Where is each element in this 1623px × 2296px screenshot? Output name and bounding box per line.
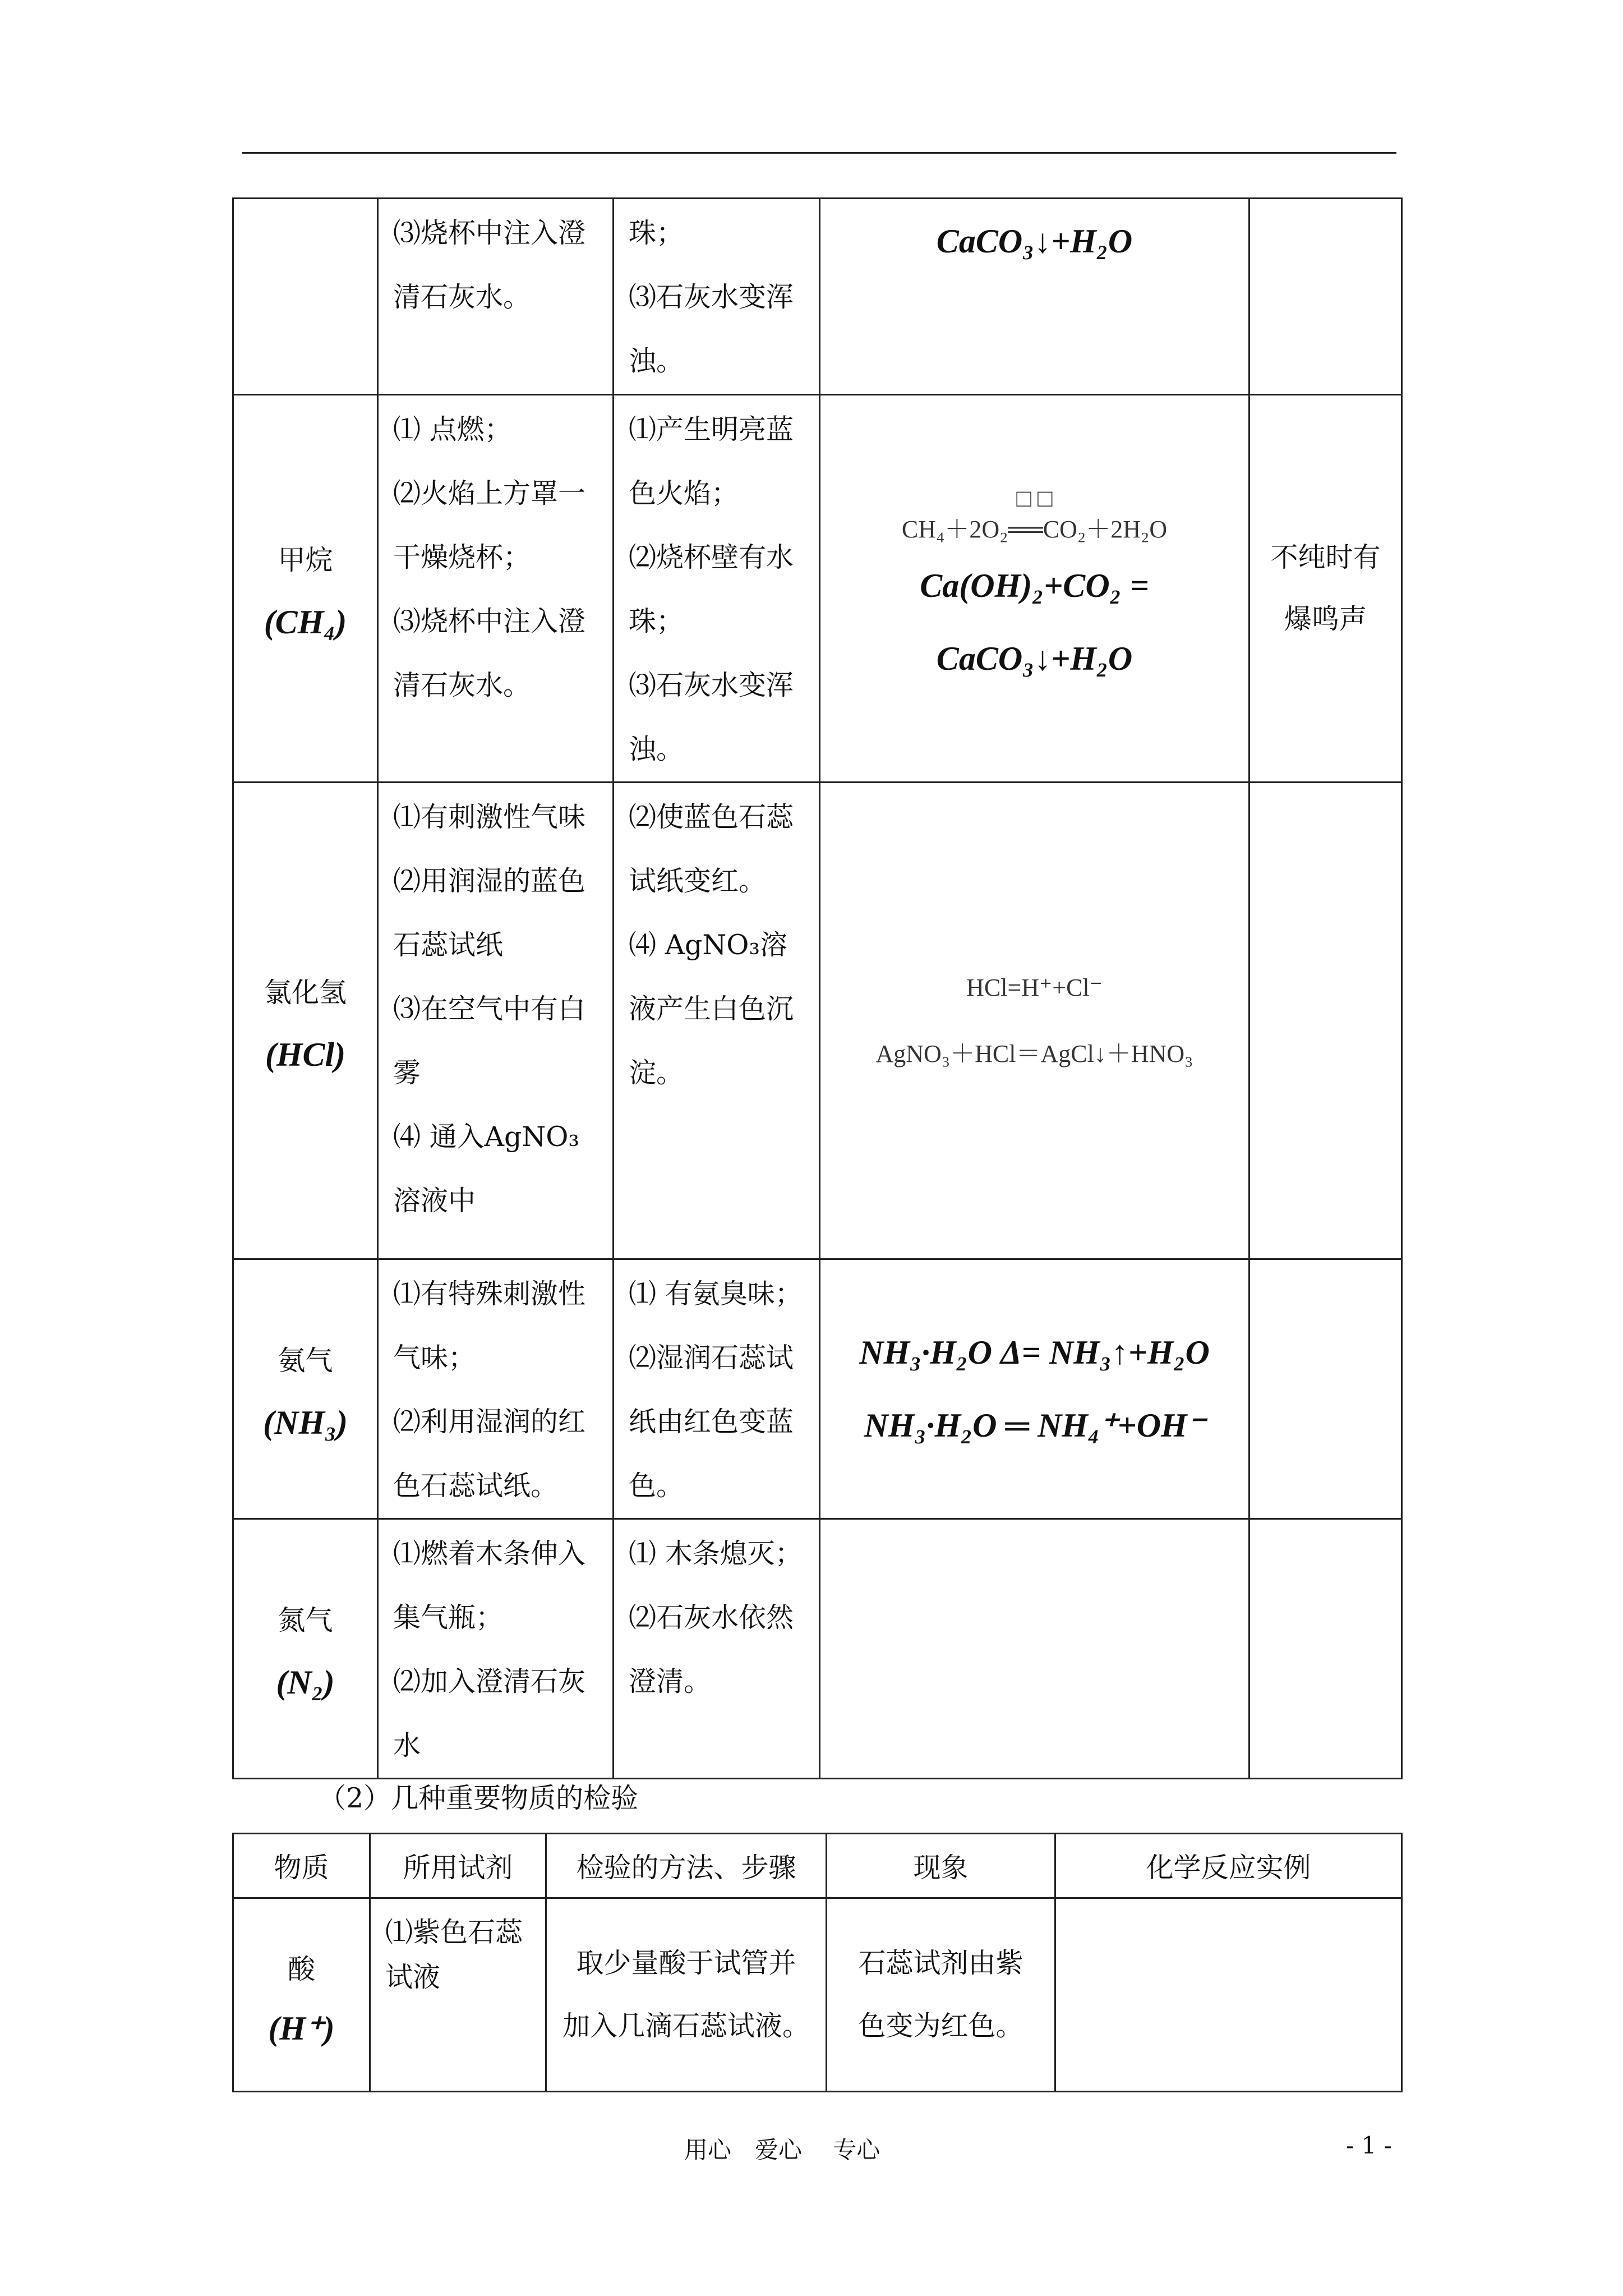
column-header: 所用试剂 bbox=[370, 1834, 546, 1898]
note-cell bbox=[1249, 199, 1402, 395]
equation-cell bbox=[820, 395, 1249, 783]
equation-line: HCl=H⁺+Cl⁻ bbox=[966, 973, 1103, 1001]
substance-formula: (HCl) bbox=[265, 1036, 346, 1073]
note-cell bbox=[1249, 1259, 1402, 1519]
substance-name: 氨气 bbox=[278, 1345, 333, 1377]
substance-name: 酸 bbox=[287, 1953, 315, 1985]
header-rule bbox=[242, 152, 1396, 154]
gas-test-table bbox=[232, 197, 1403, 1779]
equation-line: CaCO₃↓+H₂O bbox=[936, 640, 1133, 677]
substance-formula: (H⁺) bbox=[268, 2010, 335, 2047]
substance-test-table bbox=[232, 1833, 1403, 2092]
substance-cell bbox=[233, 199, 378, 395]
phenomenon-cell: 珠； ⑶石灰水变浑 浊。 bbox=[614, 199, 820, 395]
equation-line: NH₃·H₂O ═ NH₄⁺+OH⁻ bbox=[864, 1407, 1205, 1444]
phenomenon-cell: ⑴ 木条熄灭； ⑵石灰水依然 澄清。 bbox=[614, 1519, 820, 1779]
phenomenon-cell: ⑴ 有氨臭味； ⑵湿润石蕊试 纸由红色变蓝 色。 bbox=[614, 1259, 820, 1519]
example-cell bbox=[1055, 1898, 1402, 2092]
substance-name: 甲烷 bbox=[278, 544, 333, 576]
column-header: 化学反应实例 bbox=[1055, 1834, 1402, 1898]
column-header: 现象 bbox=[827, 1834, 1055, 1898]
table-row bbox=[233, 783, 1402, 1259]
reagent-cell: ⑴紫色石蕊 试液 bbox=[370, 1898, 546, 2092]
equation-line: AgNO₃＋HCl＝AgCl↓＋HNO₃ bbox=[875, 1039, 1193, 1068]
substance-cell bbox=[233, 395, 378, 783]
method-cell: ⑴有刺激性气味 ⑵用润湿的蓝色 石蕊试纸 ⑶在空气中有白 雾 ⑷ 通入AgNO₃ 溶液中 bbox=[378, 783, 614, 1259]
note-cell bbox=[1249, 1519, 1402, 1779]
phenomenon-cell: ⑵使蓝色石蕊 试纸变红。 ⑷ AgNO₃溶 液产生白色沉 淀。 bbox=[614, 783, 820, 1259]
section-caption: （2）几种重要物质的检验 bbox=[319, 1782, 639, 1814]
table-header-row bbox=[233, 1834, 1402, 1898]
footer-text: 用心 爱心 专心 bbox=[684, 2136, 880, 2164]
table-row bbox=[233, 1259, 1402, 1519]
substance-cell bbox=[233, 783, 378, 1259]
equation-cell bbox=[820, 783, 1249, 1259]
table-row bbox=[233, 1519, 1402, 1779]
substance-cell bbox=[233, 1519, 378, 1779]
substance-name: 氯化氢 bbox=[264, 976, 347, 1009]
condition-label: □ □ bbox=[1016, 485, 1053, 512]
equation-line: Ca(OH)₂+CO₂ = bbox=[920, 567, 1149, 604]
note-cell: 不纯时有 爆鸣声 bbox=[1249, 395, 1402, 783]
substance-formula: (N₂) bbox=[276, 1664, 335, 1701]
equation-line: CH₄＋2O₂══CO₂＋2H₂O bbox=[901, 516, 1168, 543]
table-row bbox=[233, 395, 1402, 783]
page-number: - 1 - bbox=[1346, 2132, 1392, 2159]
equation-line: NH₃·H₂O Δ= NH₃↑+H₂O bbox=[859, 1334, 1210, 1371]
table-row bbox=[233, 199, 1402, 395]
equation-line: CaCO₃↓+H₂O bbox=[936, 223, 1133, 260]
substance-formula: (NH₃) bbox=[263, 1404, 348, 1441]
substance-formula: (CH₄) bbox=[264, 604, 347, 641]
column-header: 检验的方法、步骤 bbox=[546, 1834, 827, 1898]
phenomenon-cell: ⑴产生明亮蓝 色火焰； ⑵烧杯壁有水 珠； ⑶石灰水变浑 浊。 bbox=[614, 395, 820, 783]
method-cell: ⑴有特殊刺激性 气味； ⑵利用湿润的红 色石蕊试纸。 bbox=[378, 1259, 614, 1519]
column-header: 物质 bbox=[233, 1834, 370, 1898]
substance-cell bbox=[233, 1898, 370, 2092]
method-cell: ⑶烧杯中注入澄 清石灰水。 bbox=[378, 199, 614, 395]
note-cell bbox=[1249, 783, 1402, 1259]
table-row bbox=[233, 1898, 1402, 2092]
method-cell: ⑴燃着木条伸入 集气瓶； ⑵加入澄清石灰 水 bbox=[378, 1519, 614, 1779]
equation-cell bbox=[820, 1519, 1249, 1779]
equation-cell bbox=[820, 199, 1249, 395]
equation-cell bbox=[820, 1259, 1249, 1519]
method-cell: ⑴ 点燃； ⑵火焰上方罩一 干燥烧杯； ⑶烧杯中注入澄 清石灰水。 bbox=[378, 395, 614, 783]
substance-name: 氮气 bbox=[278, 1604, 333, 1636]
substance-cell bbox=[233, 1259, 378, 1519]
phenomenon-cell: 石蕊试剂由紫 色变为红色。 bbox=[827, 1898, 1055, 2092]
method-cell: 取少量酸于试管并 加入几滴石蕊试液。 bbox=[546, 1898, 827, 2092]
